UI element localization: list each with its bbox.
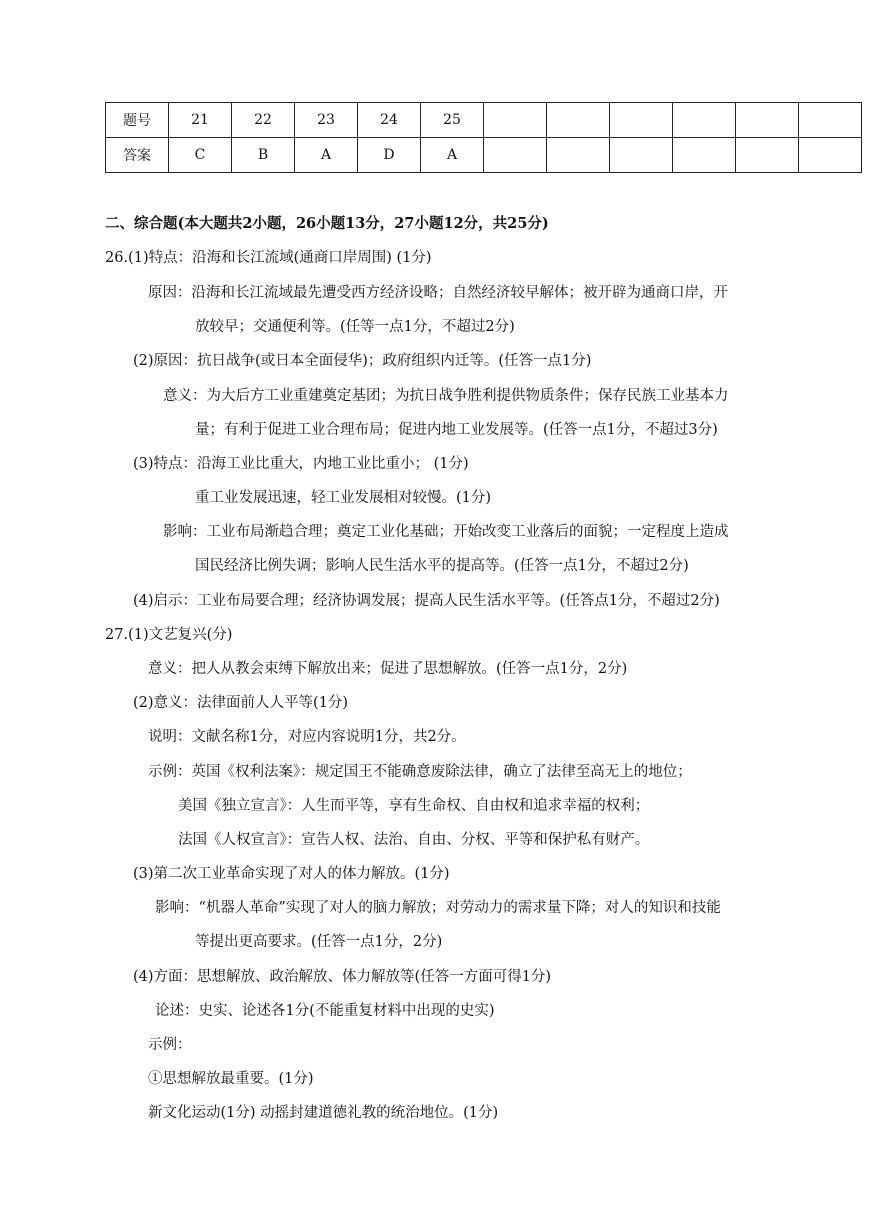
table-cell: [736, 103, 799, 138]
table-cell: [673, 138, 736, 173]
table-cell: [610, 138, 673, 173]
text-line: 原因：沿海和长江流域最先遭受西方经济设略；自然经济较早解体；被开辟为通商口岸，开: [148, 285, 728, 301]
text-line: (3)第二次工业革命实现了对人的体力解放。(1分): [133, 866, 450, 882]
section-title: 二、综合题(本大题共2小题，26小题13分，27小题12分，共25分): [105, 215, 549, 232]
text-line: 量；有利于促进工业合理布局；促进内地工业发展等。(任答一点1分，不超过3分): [195, 422, 718, 438]
text-line: 27.(1)文艺复兴(分): [105, 627, 233, 643]
answer-table: [105, 102, 862, 173]
text-line: (2)原因：抗日战争(或日本全面侵华)；政府组织内迁等。(任答一点1分): [133, 353, 592, 369]
table-cell: 23: [295, 103, 358, 138]
text-line: (2)意义：法律面前人人平等(1分): [133, 695, 349, 711]
text-line: 示例：英国《权利法案》：规定国王不能确意废除法律，确立了法律至高无上的地位；: [148, 764, 692, 780]
table-cell: [799, 138, 862, 173]
table-row: [106, 138, 862, 173]
table-row: [106, 103, 862, 138]
table-cell: 答案: [106, 138, 169, 173]
table-cell: A: [295, 138, 358, 173]
table-cell: 题号: [106, 103, 169, 138]
table-cell: 25: [421, 103, 484, 138]
table-cell: [799, 103, 862, 138]
text-line: (3)特点：沿海工业比重大，内地工业比重小； (1分): [133, 456, 469, 472]
table-cell: 21: [169, 103, 232, 138]
text-line: 法国《人权宣言》：宣告人权、法治、自由、分权、平等和保护私有财产。: [178, 832, 650, 848]
table-cell: D: [358, 138, 421, 173]
text-line: 说明：文献名称1分，对应内容说明1分，共2分。: [148, 729, 466, 745]
table-cell: [736, 138, 799, 173]
table-cell: A: [421, 138, 484, 173]
text-line: 放较早；交通便利等。(任等一点1分，不超过2分): [195, 319, 515, 335]
text-line: 影响：“机器人革命”实现了对人的脑力解放；对劳动力的需求量下降；对人的知识和技能: [155, 900, 721, 916]
text-line: 美国《独立宣言》：人生而平等，享有生命权、自由权和追求幸福的权利；: [178, 798, 650, 814]
table-cell: B: [232, 138, 295, 173]
table-cell: [610, 103, 673, 138]
text-line: (4)方面：思想解放、政治解放、体力解放等(任答一方面可得1分): [133, 969, 552, 985]
text-line: 26.(1)特点：沿海和长江流域(通商口岸周围) (1分): [105, 250, 432, 266]
text-line: 影响：工业布局渐趋合理；奠定工业化基础；开始改变工业落后的面貌；一定程度上造成: [163, 524, 729, 540]
text-line: ①思想解放最重要。(1分): [148, 1071, 314, 1087]
table-cell: 24: [358, 103, 421, 138]
text-line: 重工业发展迅速，轻工业发展相对较慢。(1分): [195, 490, 492, 506]
text-line: 新文化运动(1分) 动摇封建道德礼教的统治地位。(1分): [148, 1105, 499, 1121]
table-cell: [484, 103, 547, 138]
table-cell: [673, 103, 736, 138]
text-line: 意义：为大后方工业重建奠定基团；为抗日战争胜利提供物质条件；保存民族工业基本力: [163, 388, 729, 404]
text-line: 等提出更高要求。(任答一点1分，2分): [195, 934, 443, 950]
text-line: 国民经济比例失调；影响人民生活水平的提高等。(任答一点1分，不超过2分): [195, 558, 689, 574]
table-cell: [484, 138, 547, 173]
table-cell: C: [169, 138, 232, 173]
table-cell: [547, 138, 610, 173]
text-line: 论述：史实、论述各1分(不能重复材料中出现的史实): [155, 1003, 495, 1019]
text-line: 示例：: [148, 1037, 192, 1053]
text-line: (4)启示：工业布局要合理；经济协调发展；提高人民生活水平等。(任答点1分，不超过2分): [133, 593, 720, 609]
text-line: 意义：把人从教会束缚下解放出来；促进了思想解放。(任答一点1分，2分): [148, 661, 628, 677]
table-cell: 22: [232, 103, 295, 138]
table-cell: [547, 103, 610, 138]
